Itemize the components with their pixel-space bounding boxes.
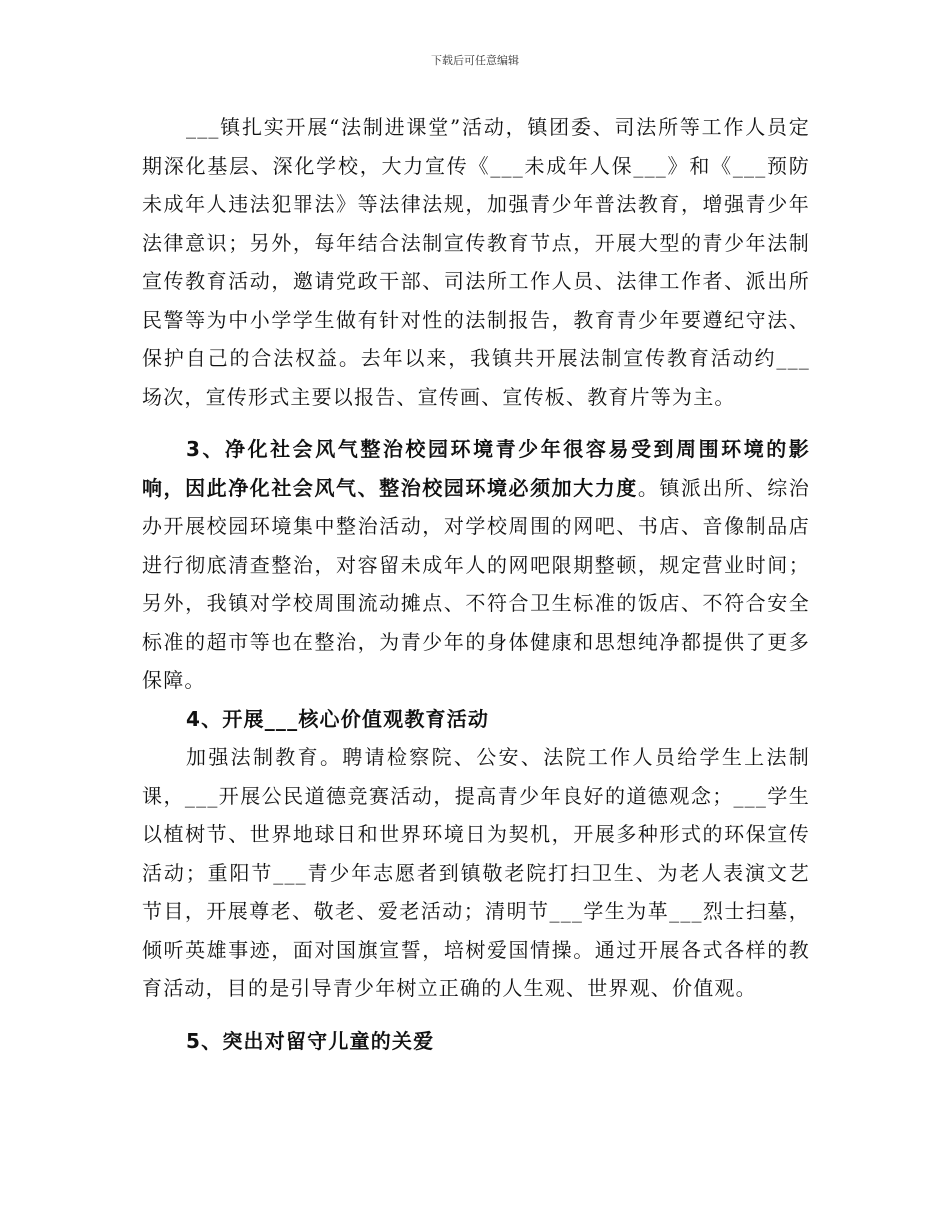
paragraph-values-education: 加强法制教育。聘请检察院、公安、法院工作人员给学生上法制课，___开展公民道德竞赛活动，提高青少年良好的道德观念；___学生以植树节、世界地球日和世界环境日为契机，开展多种形式的环保宣传活动；重阳节___青少年志愿者到镇敬老院打扫卫生、为老人表演文艺节目，开展尊老、敬老、爱老活动；清明节___学生为革___烈士扫墓，倾听英雄事迹，面对国旗宣誓，培树爱国情操。通过开展各式各样的教育活动，目的是引导青少年树立正确的人生观、世界观、价值观。 [142, 745, 810, 1000]
paragraph-campus-environment [142, 430, 810, 700]
paragraph-gap [142, 1008, 810, 1022]
section-3-heading: 3、净化社会风气整治校园环境青少年很容易受到周围环境的影响，因此净化社会风气、整治校园环境必须加大力度 [142, 437, 810, 500]
document-body [142, 108, 810, 1060]
section-3-body: 。镇派出所、综治办开展校园环境集中整治活动，对学校周围的网吧、书店、音像制品店进行彻底清查整治，对容留未成年人的网吧限期整顿，规定营业时间；另外，我镇对学校周围流动摊点、不符合卫生标准的饭店、不符合安全标准的超市等也在整治，为青少年的身体健康和思想纯净都提供了更多保障。 [142, 475, 810, 692]
section-4-heading: 4、开展___核心价值观教育活动 [186, 706, 490, 731]
paragraph-gap [142, 416, 810, 430]
paragraph-legal-education: ___镇扎实开展“法制进课堂”活动，镇团委、司法所等工作人员定期深化基层、深化学校，大力宣传《___未成年人保___》和《___预防未成年人违法犯罪法》等法律法规，加强青少年普法教育，增强青少年法律意识；另外，每年结合法制宣传教育节点，开展大型的青少年法制宣传教育活动，邀请党政干部、司法所工作人员、法律工作者、派出所民警等为中小学学生做有针对性的法制报告，教育青少年要遵纪守法、保护自己的合法权益。去年以来，我镇共开展法制宣传教育活动约___场次，宣传形式主要以报告、宣传画、宣传板、教育片等为主。 [142, 115, 810, 409]
section-5-heading: 5、突出对留守儿童的关爱 [186, 1028, 435, 1053]
page-header: 下载后可任意编辑 [431, 54, 519, 67]
